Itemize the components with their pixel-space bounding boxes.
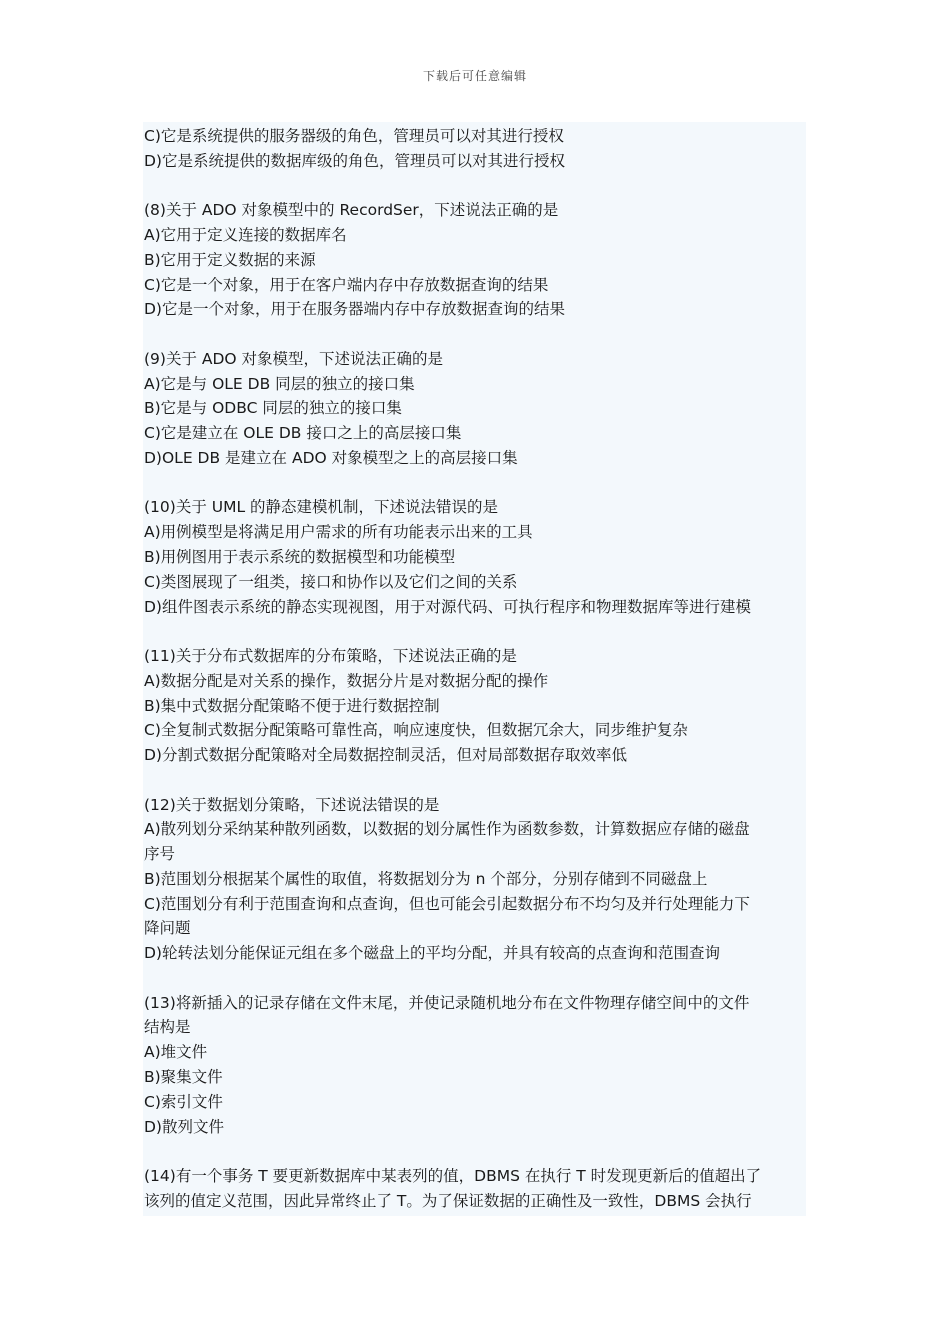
question-stem: (9)关于 ADO 对象模型，下述说法正确的是 — [144, 349, 444, 368]
option-d: D)它是一个对象，用于在服务器端内存中存放数据查询的结果 — [144, 300, 565, 319]
question-stem: (8)关于 ADO 对象模型中的 RecordSer，下述说法正确的是 — [144, 201, 559, 220]
question-block — [144, 347, 806, 471]
text-line: C)它是系统提供的服务器级的角色，管理员可以对其进行授权 — [144, 127, 564, 145]
option-b: B)它用于定义数据的来源 — [144, 250, 316, 269]
option-a: A)它是与 OLE DB 同层的独立的接口集 — [144, 374, 415, 393]
question-stem: (13)将新插入的记录存储在文件末尾，并使记录随机地分布在文件物理存储空间中的文件 — [144, 993, 750, 1012]
option-b: B)聚集文件 — [144, 1068, 223, 1087]
option-b: B)范围划分根据某个属性的取值，将数据划分为 n 个部分，分别存储到不同磁盘上 — [144, 869, 708, 888]
question-stem-continued: 结构是 — [144, 1018, 191, 1037]
text-line: D)它是系统提供的数据库级的角色，管理员可以对其进行授权 — [144, 151, 565, 170]
option-d: D)分割式数据分配策略对全局数据控制灵活，但对局部数据存取效率低 — [144, 746, 627, 765]
option-d: D)OLE DB 是建立在 ADO 对象模型之上的高层接口集 — [144, 448, 518, 467]
option-c: C)全复制式数据分配策略可靠性高，响应速度快，但数据冗余大，同步维护复杂 — [144, 721, 688, 740]
question-block — [144, 495, 806, 619]
option-b: B)集中式数据分配策略不便于进行数据控制 — [144, 696, 440, 715]
option-a-continued: 序号 — [144, 845, 176, 864]
option-a: A)堆文件 — [144, 1043, 208, 1062]
option-b: B)用例图用于表示系统的数据模型和功能模型 — [144, 547, 456, 566]
question-stem-continued: 该列的值定义范围，因此异常终止了 T。为了保证数据的正确性及一致性，DBMS 会执行 — [144, 1191, 752, 1210]
question-block — [144, 793, 806, 967]
option-a: A)散列划分采纳某种散列函数，以数据的划分属性作为函数参数，计算数据应存储的磁盘 — [144, 820, 750, 839]
question-stem: (12)关于数据划分策略，下述说法错误的是 — [144, 795, 440, 814]
option-c-continued: 降问题 — [144, 919, 191, 938]
question-stem: (11)关于分布式数据库的分布策略，下述说法正确的是 — [144, 646, 517, 665]
question-stem: (10)关于 UML 的静态建模机制，下述说法错误的是 — [144, 498, 499, 517]
option-c: C)它是一个对象，用于在客户端内存中存放数据查询的结果 — [144, 275, 549, 294]
option-c: C)范围划分有利于范围查询和点查询，但也可能会引起数据分布不均匀及并行处理能力下 — [144, 894, 750, 913]
document-body — [143, 122, 806, 1216]
question-stem: (14)有一个事务 T 要更新数据库中某表列的值，DBMS 在执行 T 时发现更新后的值超出了 — [144, 1167, 762, 1186]
question-block — [144, 198, 806, 322]
option-a: A)数据分配是对关系的操作，数据分片是对数据分配的操作 — [144, 671, 549, 690]
option-d: D)散列文件 — [144, 1117, 224, 1136]
option-a: A)它用于定义连接的数据库名 — [144, 225, 347, 244]
question-block — [144, 124, 806, 174]
question-block — [144, 644, 806, 768]
option-d: D)轮转法划分能保证元组在多个磁盘上的平均分配，并具有较高的点查询和范围查询 — [144, 944, 720, 963]
question-block — [144, 991, 806, 1140]
option-a: A)用例模型是将满足用户需求的所有功能表示出来的工具 — [144, 523, 533, 542]
option-c: C)索引文件 — [144, 1092, 223, 1111]
question-block — [144, 1164, 806, 1214]
option-c: C)它是建立在 OLE DB 接口之上的高层接口集 — [144, 424, 462, 443]
page-header: 下载后可任意编辑 — [422, 69, 527, 83]
option-c: C)类图展现了一组类，接口和协作以及它们之间的关系 — [144, 572, 518, 591]
option-b: B)它是与 ODBC 同层的独立的接口集 — [144, 399, 402, 418]
option-d: D)组件图表示系统的静态实现视图，用于对源代码、可执行程序和物理数据库等进行建模 — [144, 597, 751, 616]
